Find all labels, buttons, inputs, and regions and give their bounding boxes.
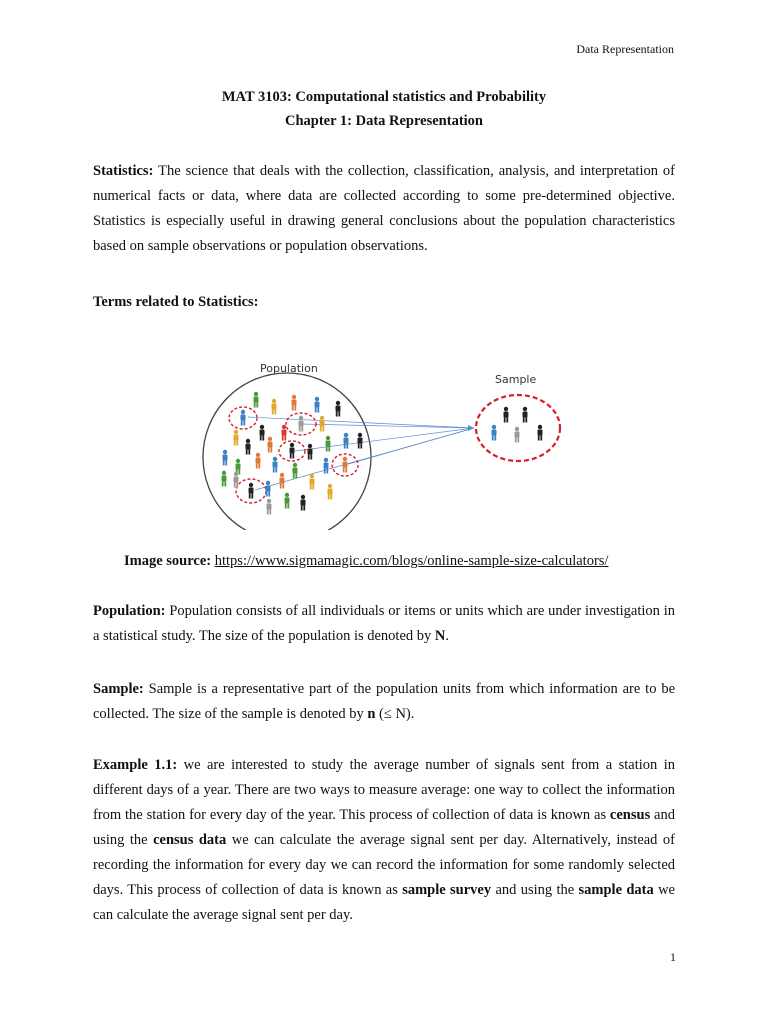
person-icon [266, 481, 271, 497]
example-label: Example 1.1: [93, 757, 178, 773]
sample-text: Sample is a representative part of the population units from which information are to be collected. The size of the sample is denoted by [93, 681, 676, 722]
person-icon [336, 401, 341, 417]
course-title: MAT 3103: Computational statistics and Probability [221, 89, 547, 105]
person-icon [273, 457, 278, 473]
image-source-link[interactable]: https://www.sigmamagic.com/blogs/online-sample-size-calculators/ [214, 553, 609, 569]
person-icon [282, 425, 287, 441]
population-paragraph [93, 599, 675, 649]
person-icon [246, 439, 251, 455]
person-icon [272, 399, 277, 415]
person-icon [308, 444, 313, 460]
person-icon [223, 450, 228, 466]
person-icon [293, 463, 298, 479]
person-icon [344, 433, 349, 449]
population-text: Population consists of all individuals or items or units which are under investigation in a statistical study. The size of the population is denoted by [93, 603, 675, 644]
image-source [124, 553, 608, 570]
example-text-1: we are interested to study the average number of signals sent from a station in different days of a year. There are two ways to measure average: one way to collect the information from the station for every day of the year. This process of collection of data is known as [93, 757, 675, 823]
terms-heading [93, 290, 675, 315]
example-text-3: we can calculate the average signal sent per day. Alternatively, instead of recording the information for every day we can record the information for some randomly selected days. This process of collection of data is known as [93, 832, 675, 898]
arrow-head-icon [468, 425, 474, 431]
figure-svg [200, 355, 570, 530]
person-icon [310, 474, 315, 490]
sample-label: Sample [495, 373, 537, 386]
person-icon [523, 407, 528, 423]
person-icon [268, 437, 273, 453]
person-icon [315, 397, 320, 413]
person-icon [299, 416, 304, 432]
example-paragraph [93, 753, 675, 928]
example-text-4: and using the [491, 882, 579, 898]
population-symbol: N [434, 628, 446, 644]
population-sample-figure [200, 355, 570, 535]
statistics-paragraph [93, 159, 675, 259]
person-icon [280, 473, 285, 489]
person-icon [267, 499, 272, 515]
person-icon [256, 453, 261, 469]
person-icon [324, 458, 329, 474]
person-icon [290, 443, 295, 459]
image-source-label: Image source: [124, 553, 212, 569]
person-icon [504, 407, 509, 423]
person-icon [343, 457, 348, 473]
example-text-2: and using the [93, 807, 675, 848]
sample-paren: (≤ N). [375, 706, 415, 722]
sample-survey-term: sample survey [402, 882, 492, 898]
person-icon [249, 483, 254, 499]
person-icon [260, 425, 265, 441]
person-icon [492, 425, 497, 441]
person-icon [285, 493, 290, 509]
person-icon [222, 471, 227, 487]
census-term: census [609, 807, 651, 823]
person-icon [515, 427, 520, 443]
person-icon [254, 392, 259, 408]
person-icon [538, 425, 543, 441]
population-circle [203, 373, 371, 530]
population-term: Population: [93, 603, 166, 619]
person-icon [234, 472, 239, 488]
sample-symbol: n [367, 706, 376, 722]
chapter-title: Chapter 1: Data Representation [284, 113, 483, 129]
person-icon [301, 495, 306, 511]
census-data-term: census data [153, 832, 227, 848]
sample-data-term: sample data [578, 882, 654, 898]
sample-paragraph [93, 677, 675, 727]
person-icon [241, 410, 246, 426]
person-icon [292, 395, 297, 411]
example-text-5: we can calculate the average signal sent per day. [93, 882, 675, 923]
terms-heading-text: Terms related to Statistics: [93, 294, 259, 310]
person-icon [320, 416, 325, 432]
person-icon [326, 436, 331, 452]
population-label: Population [260, 362, 318, 375]
person-icon [234, 430, 239, 446]
population-end: . [445, 628, 449, 644]
people-icons [222, 392, 543, 515]
page-number: 1 [670, 950, 676, 964]
statistics-term: Statistics: [93, 163, 154, 179]
person-icon [328, 484, 333, 500]
running-header: Data Representation [576, 42, 674, 56]
sample-term: Sample: [93, 681, 144, 697]
person-icon [358, 433, 363, 449]
statistics-text: The science that deals with the collection, classification, analysis, and interpretation of numerical facts or data, where data are collected according to some pre-determined objective. Statistics is especially useful in drawing general conclusions about the population characteristics based on sample observations or population observations. [93, 163, 675, 254]
